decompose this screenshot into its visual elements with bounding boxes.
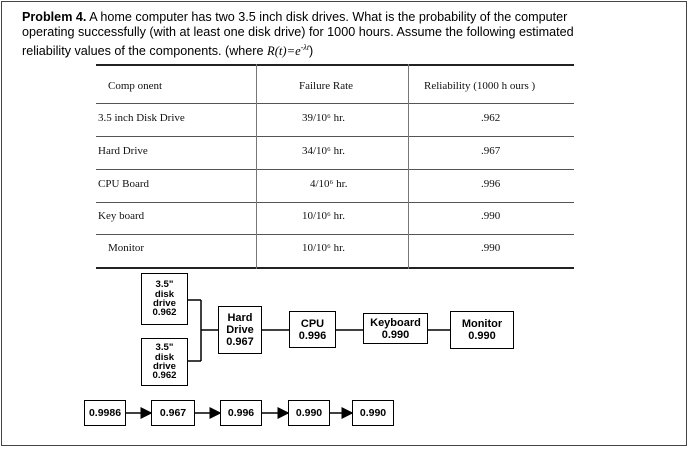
problem-label: Problem 4. bbox=[22, 10, 87, 24]
chain-value: 0.990 bbox=[359, 406, 387, 419]
disk-drive-1-label: 3.5" disk drive 0.962 bbox=[152, 279, 177, 319]
cpu-block bbox=[289, 311, 336, 348]
table-cell-reliability: .990 bbox=[481, 242, 501, 254]
table-cell-component: Key board bbox=[98, 210, 145, 222]
table-cell-reliability: .990 bbox=[481, 210, 501, 222]
cpu-label: CPU 0.996 bbox=[298, 317, 327, 342]
table-cell-component: Monitor bbox=[108, 242, 145, 254]
table-cell-rate: 4/10⁶ hr. bbox=[310, 178, 348, 190]
monitor-label: Monitor 0.990 bbox=[461, 318, 503, 342]
chain-block-cpu bbox=[220, 400, 262, 426]
problem-text-1: A home computer has two 3.5 inch disk drives. What is the probability of the computer bbox=[89, 10, 568, 24]
monitor-block bbox=[450, 311, 514, 349]
chain-value: 0.990 bbox=[295, 406, 323, 419]
table-cell-reliability: .967 bbox=[481, 145, 501, 157]
chain-block-keyboard bbox=[288, 400, 330, 426]
table-cell-component: 3.5 inch Disk Drive bbox=[98, 112, 185, 124]
table-cell-rate: 10/10⁶ hr. bbox=[302, 242, 345, 254]
chain-value: 0.9986 bbox=[88, 406, 122, 419]
table-cell-reliability: .996 bbox=[481, 178, 501, 190]
hard-drive-label: Hard Drive 0.967 bbox=[226, 312, 254, 348]
table-cell-rate: 10/10⁶ hr. bbox=[302, 210, 345, 222]
disk-drive-1-block bbox=[141, 273, 188, 325]
keyboard-block bbox=[363, 313, 428, 344]
table-header-reliability: Reliability (1000 h ours ) bbox=[424, 80, 536, 92]
problem-text-3: reliability values of the components. (where bbox=[22, 44, 268, 59]
table-header-rate: Failure Rate bbox=[299, 80, 354, 92]
table-cell-rate: 34/10⁶ hr. bbox=[302, 145, 345, 157]
hard-drive-block bbox=[218, 306, 262, 354]
chain-block-monitor bbox=[352, 400, 394, 426]
disk-drive-2-block bbox=[141, 338, 188, 386]
disk-drive-2-label: 3.5" disk drive 0.962 bbox=[152, 342, 177, 382]
problem-text-3-end: ) bbox=[309, 44, 314, 59]
chain-value: 0.996 bbox=[227, 406, 255, 419]
formula-base: R(t)=e bbox=[267, 44, 301, 59]
table-header-component: Comp onent bbox=[108, 80, 163, 92]
table-cell-rate: 39/10⁶ hr. bbox=[302, 112, 345, 124]
problem-line-2: operating successfully (with at least one disk drive) for 1000 hours. Assume the following estimated bbox=[22, 25, 574, 39]
keyboard-label: Keyboard 0.990 bbox=[370, 316, 421, 341]
table-cell-component: CPU Board bbox=[98, 178, 150, 190]
chain-block-disk-parallel bbox=[84, 400, 126, 426]
chain-block-hard-drive bbox=[151, 400, 195, 426]
table-cell-reliability: .962 bbox=[481, 112, 501, 124]
table-cell-component: Hard Drive bbox=[98, 145, 148, 157]
chain-value: 0.967 bbox=[159, 406, 187, 419]
formula-exponent: -λt bbox=[300, 43, 310, 52]
